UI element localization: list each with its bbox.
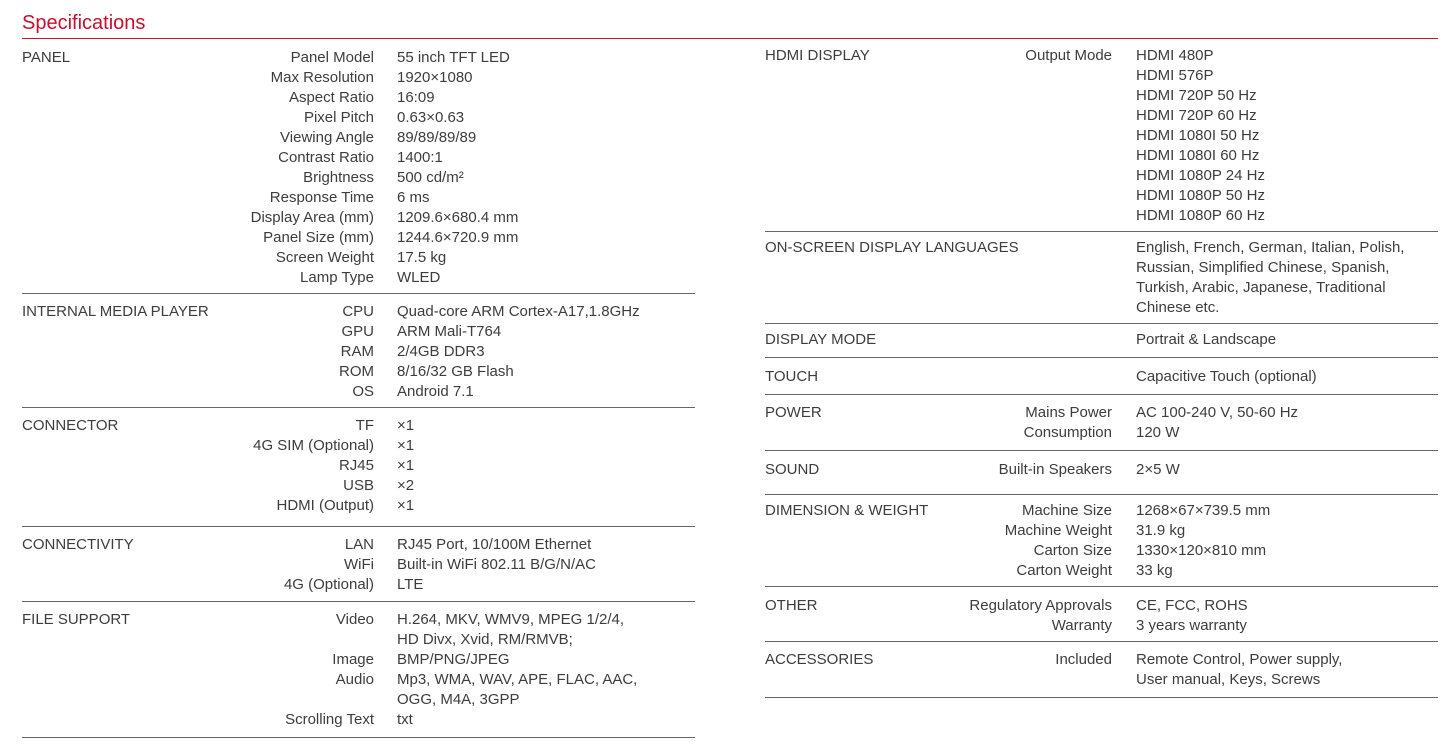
spec-value: RJ45 Port, 10/100M Ethernet [397, 536, 592, 553]
spec-label: Machine Size [1021, 502, 1112, 519]
spec-value: 2×5 W [1136, 461, 1180, 478]
spec-label: USB [343, 477, 374, 494]
section-title: ON-SCREEN DISPLAY LANGUAGES [765, 239, 1019, 256]
spec-value: 8/16/32 GB Flash [397, 363, 514, 380]
spec-value: BMP/PNG/JPEG [397, 651, 510, 668]
spec-label: Pixel Pitch [303, 109, 374, 126]
section-title: INTERNAL MEDIA PLAYER [22, 303, 209, 320]
section-title: SOUND [765, 461, 820, 478]
section-title: OTHER [765, 597, 818, 614]
spec-label: Response Time [269, 189, 374, 206]
spec-label: ROM [339, 363, 374, 380]
section-title: HDMI DISPLAY [765, 47, 870, 64]
section-osd-languages [765, 232, 1438, 324]
right-spec-column [765, 46, 1438, 698]
spec-label: Built-in Speakers [998, 461, 1112, 478]
watermark [237, 4, 264, 51]
spec-label: TF [355, 417, 374, 434]
section-display-mode [765, 324, 1438, 358]
spec-label: Panel Size (mm) [263, 229, 374, 246]
spec-label: Aspect Ratio [288, 89, 374, 106]
spec-label: Audio [335, 671, 374, 688]
spec-label: Warranty [1051, 617, 1112, 634]
spec-value: Android 7.1 [397, 383, 474, 400]
spec-label: RJ45 [338, 457, 374, 474]
spec-label: Output Mode [1025, 47, 1112, 64]
spec-value: 1244.6×720.9 mm [397, 229, 519, 246]
section-title: PANEL [22, 49, 71, 66]
spec-value: 3 years warranty [1136, 617, 1247, 634]
spec-label: Contrast Ratio [278, 149, 374, 166]
section-connector [22, 408, 695, 527]
spec-label: CPU [342, 303, 374, 320]
spec-label: Regulatory Approvals [969, 597, 1112, 614]
spec-value: ×2 [397, 477, 415, 494]
spec-label: Display Area (mm) [250, 209, 374, 226]
section-file-support [22, 602, 695, 738]
spec-value: 0.63×0.63 [397, 109, 465, 126]
spec-value: Capacitive Touch (optional) [1136, 368, 1317, 385]
spec-value: LTE [397, 576, 424, 593]
spec-label: Brightness [303, 169, 374, 186]
spec-value: txt [397, 711, 413, 728]
spec-value: Mp3, WMA, WAV, APE, FLAC, AAC, OGG, M4A, 3GPP [397, 671, 638, 708]
section-title: CONNECTOR [22, 417, 119, 434]
spec-value: AC 100-240 V, 50-60 Hz [1136, 404, 1299, 421]
spec-value: 1268×67×739.5 mm [1136, 502, 1271, 519]
spec-label: Video [335, 611, 374, 628]
spec-value: 31.9 kg [1136, 522, 1186, 539]
spec-value: ×1 [397, 417, 415, 434]
spec-label: HDMI (Output) [276, 497, 374, 514]
spec-label: 4G SIM (Optional) [253, 437, 374, 454]
spec-value: H.264, MKV, WMV9, MPEG 1/2/4, HD Divx, Xvid, RM/RMVB; [397, 611, 625, 648]
spec-label: RAM [340, 343, 374, 360]
spec-value: 6 ms [397, 189, 430, 206]
section-title: TOUCH [765, 368, 819, 385]
spec-label: LAN [344, 536, 374, 553]
spec-value: HDMI 480P HDMI 576P HDMI 720P 50 Hz HDMI 720P 60 Hz HDMI 1080I 50 Hz HDMI 1080I 60 Hz HDMI 1080P 24 Hz HDMI 1080P 50 Hz HDMI 1080P 60 Hz [1136, 47, 1265, 224]
spec-label: Lamp Type [300, 269, 374, 286]
section-media-player [22, 294, 695, 408]
section-touch [765, 358, 1438, 395]
spec-value: Built-in WiFi 802.11 B/G/N/AC [397, 556, 596, 573]
spec-value: WLED [397, 269, 441, 286]
spec-label: Mains Power [1025, 404, 1112, 421]
section-title: FILE SUPPORT [22, 611, 131, 628]
spec-label: Scrolling Text [285, 711, 374, 728]
spec-label: 4G (Optional) [283, 576, 374, 593]
section-connectivity [22, 527, 695, 602]
spec-label: Consumption [1023, 424, 1112, 441]
spec-value: Portrait & Landscape [1136, 331, 1277, 348]
section-accessories [765, 642, 1438, 698]
spec-value: 1209.6×680.4 mm [397, 209, 519, 226]
spec-label: OS [352, 383, 374, 400]
section-dimension-weight [765, 495, 1438, 587]
spec-value: 1920×1080 [397, 69, 473, 86]
section-title: ACCESSORIES [765, 651, 874, 668]
spec-value: 500 cd/m² [397, 169, 464, 186]
section-panel [22, 46, 695, 294]
spec-value: English, French, German, Italian, Polish, Russian, Simplified Chinese, Spanish, Turkish, Arabic, Japanese, Traditional Chinese etc. [1136, 239, 1405, 316]
spec-label: WiFi [344, 556, 374, 573]
spec-label: Included [1055, 651, 1112, 668]
spec-label: Max Resolution [270, 69, 374, 86]
spec-value: 89/89/89/89 [397, 129, 477, 146]
spec-label: Carton Size [1033, 542, 1112, 559]
spec-value: 2/4GB DDR3 [397, 343, 485, 360]
spec-value: Quad-core ARM Cortex-A17,1.8GHz [397, 303, 640, 320]
section-title: CONNECTIVITY [22, 536, 134, 553]
section-title: DISPLAY MODE [765, 331, 877, 348]
section-hdmi-display [765, 46, 1438, 232]
spec-value: ×1 [397, 497, 415, 514]
spec-value: 1400:1 [397, 149, 443, 166]
spec-value: 16:09 [397, 89, 435, 106]
spec-label: Panel Model [290, 49, 374, 66]
spec-value: 33 kg [1136, 562, 1173, 579]
spec-value: 1330×120×810 mm [1136, 542, 1267, 559]
page-title: Specifications [22, 12, 146, 34]
section-title: POWER [765, 404, 822, 421]
spec-label: Machine Weight [1004, 522, 1112, 539]
spec-value: ×1 [397, 457, 415, 474]
section-power [765, 395, 1438, 451]
spec-value: 17.5 kg [397, 249, 447, 266]
spec-value: 120 W [1136, 424, 1180, 441]
spec-label: Carton Weight [1016, 562, 1112, 579]
spec-value: CE, FCC, ROHS [1136, 597, 1248, 614]
spec-label: Viewing Angle [280, 129, 374, 146]
section-title: DIMENSION & WEIGHT [765, 502, 929, 519]
section-sound [765, 451, 1438, 495]
left-spec-column [22, 46, 695, 738]
title-divider [22, 38, 1438, 39]
spec-value: 55 inch TFT LED [397, 49, 510, 66]
section-other [765, 587, 1438, 642]
spec-value: ARM Mali-T764 [397, 323, 502, 340]
spec-value: ×1 [397, 437, 415, 454]
spec-label: Screen Weight [275, 249, 374, 266]
spec-value: Remote Control, Power supply, User manual, Keys, Screws [1136, 651, 1343, 688]
spec-label: GPU [341, 323, 374, 340]
spec-label: Image [332, 651, 374, 668]
